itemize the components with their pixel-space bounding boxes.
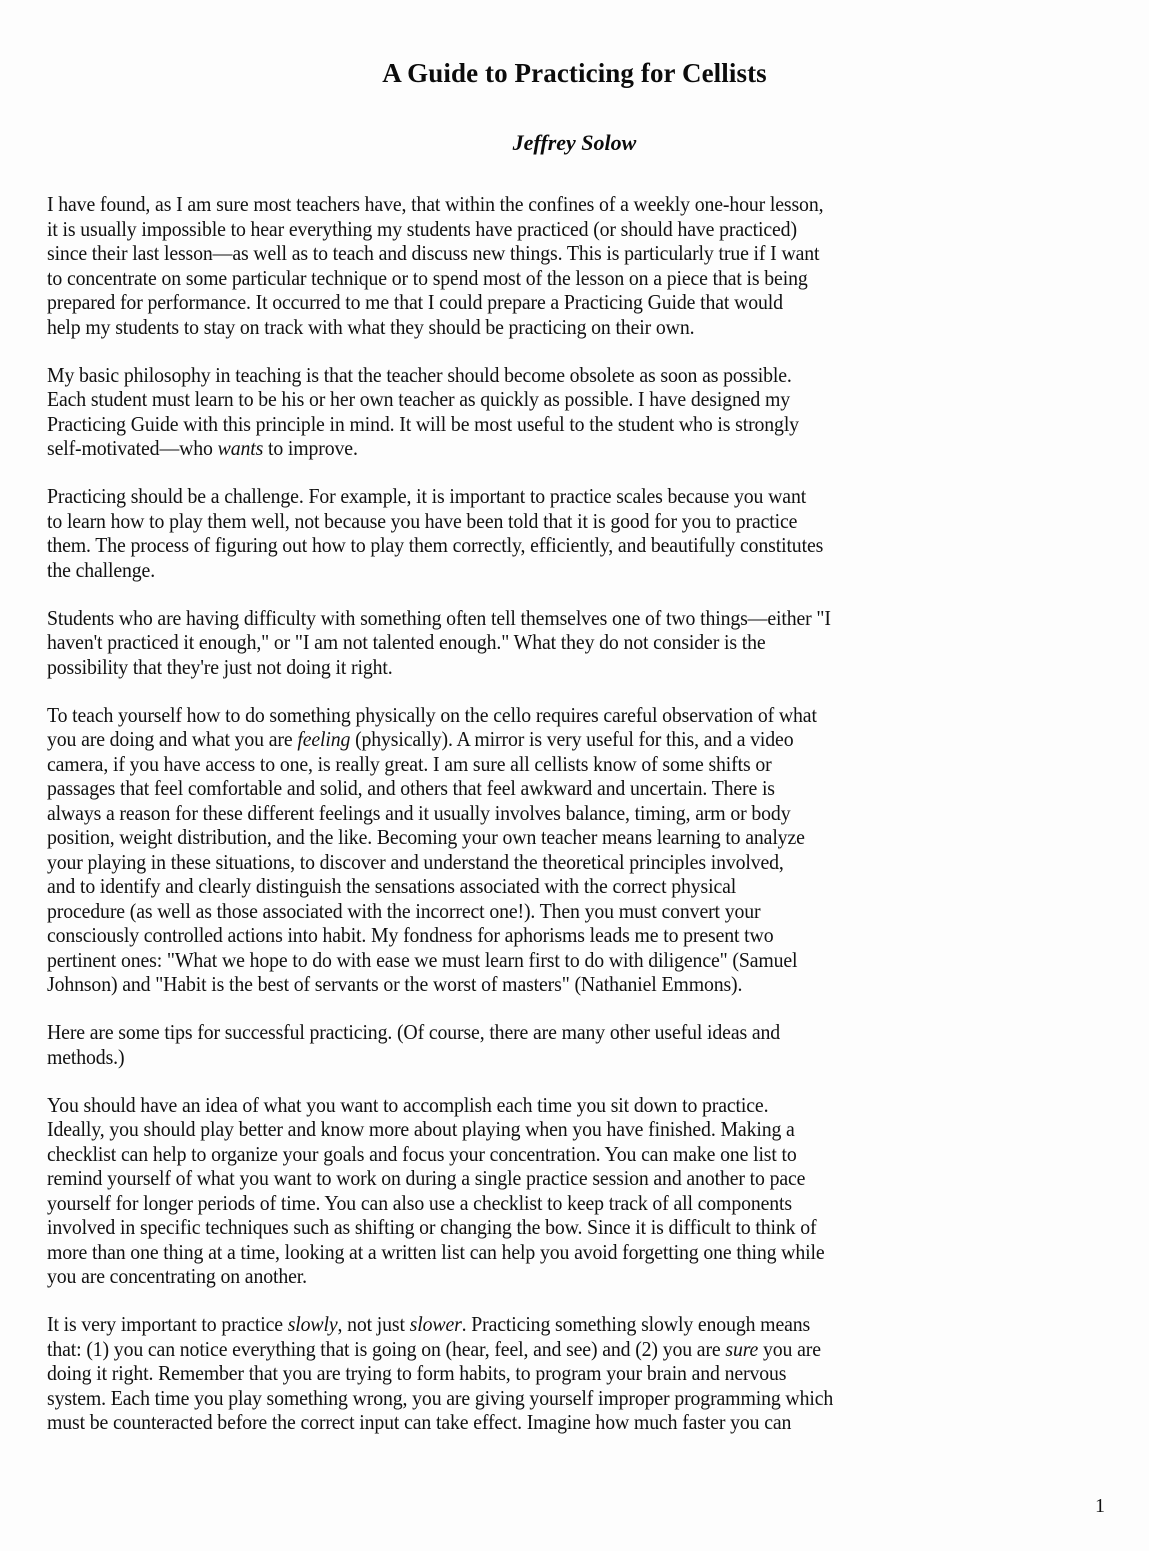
text-line: remind yourself of what you want to work on during a single practice session and another to pace [47, 1166, 806, 1190]
paragraph [47, 703, 1117, 997]
text-line: since their last lesson—as well as to teach and discuss new things. This is particularly true if I want [47, 241, 820, 265]
text-line: to concentrate on some particular technique or to spend most of the lesson on a piece that is being [47, 265, 808, 290]
text-line: must be counteracted before the correct input can take effect. Imagine how much faster you can [47, 1410, 792, 1434]
paragraph [47, 1020, 1117, 1069]
document-body [47, 192, 1117, 1458]
text-line: you are doing and what you are feeling (physically). A mirror is very useful for this, and a video [47, 727, 794, 751]
emphasized-text: wants [217, 436, 264, 460]
text-line: Practicing should be a challenge. For example, it is important to practice scales because you want [47, 484, 807, 508]
text-line: that: (1) you can notice everything that is going on (hear, feel, and see) and (2) you are sure you are [47, 1336, 821, 1361]
document-title: A Guide to Practicing for Cellists [382, 58, 767, 88]
paragraph [47, 606, 1117, 680]
text-line: self-motivated—who wants to improve. [47, 436, 358, 460]
text-line: I have found, as I am sure most teachers have, that within the confines of a weekly one-hour lesson, [47, 192, 824, 216]
text-line: Students who are having difficulty with something often tell themselves one of two things—either "I [47, 605, 831, 630]
text-line: your playing in these situations, to discover and understand the theoretical principles involved, [47, 849, 784, 874]
paragraph [47, 484, 1117, 582]
text-line: the challenge. [47, 557, 156, 582]
text-line: and to identify and clearly distinguish the sensations associated with the correct physical [47, 874, 737, 898]
text-line: to learn how to play them well, not because you have been told that it is good for you to practice [47, 508, 798, 533]
text-line: camera, if you have access to one, is really great. I am sure all cellists know of some shifts or [47, 751, 772, 776]
document-author: Jeffrey Solow [512, 130, 637, 155]
text-line: To teach yourself how to do something physically on the cello requires careful observation of what [47, 702, 817, 727]
text-line: You should have an idea of what you want to accomplish each time you sit down to practice. [47, 1092, 769, 1117]
text-line: position, weight distribution, and the like. Becoming your own teacher means learning to analyze [47, 825, 805, 849]
text-line: Each student must learn to be his or her own teacher as quickly as possible. I have designed my [47, 387, 791, 411]
text-line: Here are some tips for successful practicing. (Of course, there are many other useful ideas and [47, 1020, 781, 1044]
text-line: you are concentrating on another. [47, 1264, 307, 1288]
paragraph [47, 363, 1117, 461]
text-line: prepared for performance. It occurred to me that I could prepare a Practicing Guide that would [47, 290, 783, 314]
text-line: help my students to stay on track with what they should be practicing on their own. [47, 314, 695, 339]
emphasized-text: slowly [287, 1312, 338, 1336]
text-line: It is very important to practice slowly, not just slower. Practicing something slowly enough means [47, 1312, 811, 1336]
text-line: pertinent ones: "What we hope to do with ease we must learn first to do with diligence" (Samuel [47, 947, 798, 972]
text-line: haven't practiced it enough," or "I am not talented enough." What they do not consider is the [47, 630, 766, 654]
paragraph [47, 1312, 1117, 1435]
text-line: My basic philosophy in teaching is that the teacher should become obsolete as soon as possible. [47, 362, 792, 387]
text-line: them. The process of figuring out how to play them correctly, efficiently, and beautifully constitutes [47, 533, 824, 557]
text-line: it is usually impossible to hear everything my students have practiced (or should have practiced) [47, 216, 797, 241]
text-line: more than one thing at a time, looking at a written list can help you avoid forgetting one thing while [47, 1239, 825, 1264]
text-line: Practicing Guide with this principle in mind. It will be most useful to the student who is strongly [47, 411, 799, 436]
text-line: system. Each time you play something wrong, you are giving yourself improper programming which [47, 1385, 834, 1410]
text-line: Johnson) and "Habit is the best of servants or the worst of masters" (Nathaniel Emmons). [47, 972, 743, 996]
text-line: yourself for longer periods of time. You can also use a checklist to keep track of all components [47, 1190, 792, 1215]
text-line: procedure (as well as those associated with the incorrect one!). Then you must convert your [47, 898, 761, 923]
text-line: possibility that they're just not doing it right. [47, 654, 393, 679]
paragraph [47, 192, 1117, 339]
page-number: 1 [1095, 1495, 1105, 1517]
emphasized-text: slower [409, 1312, 462, 1336]
emphasized-text: sure [725, 1336, 759, 1361]
text-line: involved in specific techniques such as shifting or changing the bow. Since it is difficult to think of [47, 1215, 817, 1239]
paragraph [47, 1093, 1117, 1289]
text-line: always a reason for these different feelings and it usually involves balance, timing, arm or body [47, 800, 791, 825]
text-line: Ideally, you should play better and know more about playing when you have finished. Making a [47, 1117, 795, 1141]
text-line: methods.) [47, 1044, 125, 1069]
text-line: consciously controlled actions into habit. My fondness for aphorisms leads me to present two [47, 923, 774, 947]
text-line: doing it right. Remember that you are trying to form habits, to program your brain and nervous [47, 1361, 787, 1385]
text-line: checklist can help to organize your goals and focus your concentration. You can make one list to [47, 1141, 797, 1166]
text-line: passages that feel comfortable and solid, and others that feel awkward and uncertain. There is [47, 776, 775, 800]
emphasized-text: feeling [297, 727, 351, 751]
